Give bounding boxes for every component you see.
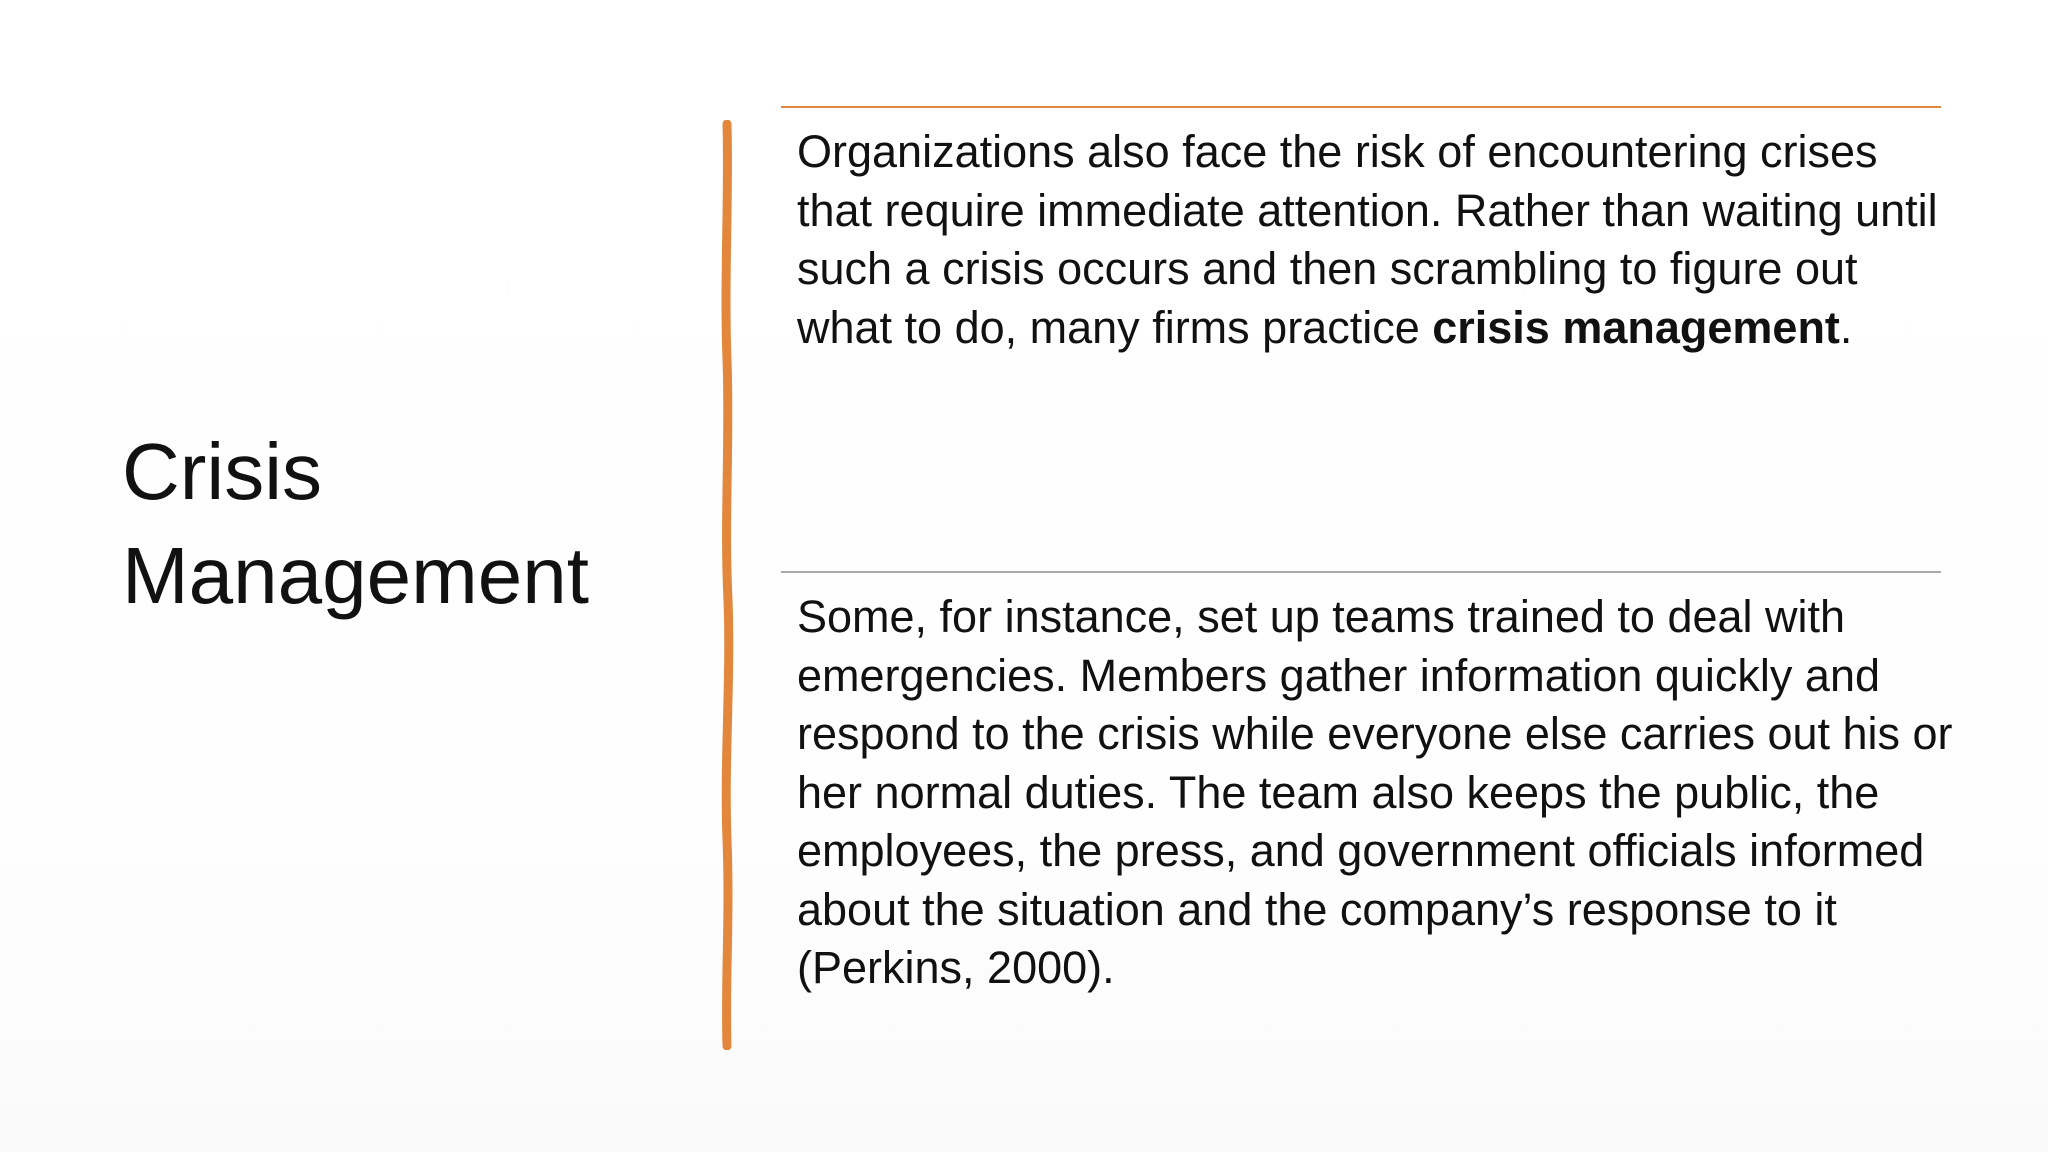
paragraph-intro <box>797 123 1957 357</box>
title-line-1: Crisis <box>122 427 322 516</box>
key-term: crisis management <box>1432 301 1840 353</box>
paragraph-detail: Some, for instance, set up teams trained to deal with emergencies. Members gather information quickly and respond to the crisis while everyone else carries out his or her normal duties. The team also keeps the public, the employees, the press, and government officials informed about the situation and the company’s response to it (Perkins, 2000). <box>797 591 1953 993</box>
accent-vertical-line <box>712 120 742 1050</box>
paragraph-intro-text: Organizations also face the risk of encountering crises that require immediate attention. Rather than waiting until such a crisis occurs and then scrambling to figure out what to do, many firms practice <box>797 126 1938 353</box>
middle-divider <box>781 571 1941 573</box>
top-divider <box>781 106 1941 108</box>
title-line-2: Management <box>122 531 589 620</box>
paragraph-intro-end: . <box>1839 301 1853 353</box>
slide-title <box>122 420 682 628</box>
